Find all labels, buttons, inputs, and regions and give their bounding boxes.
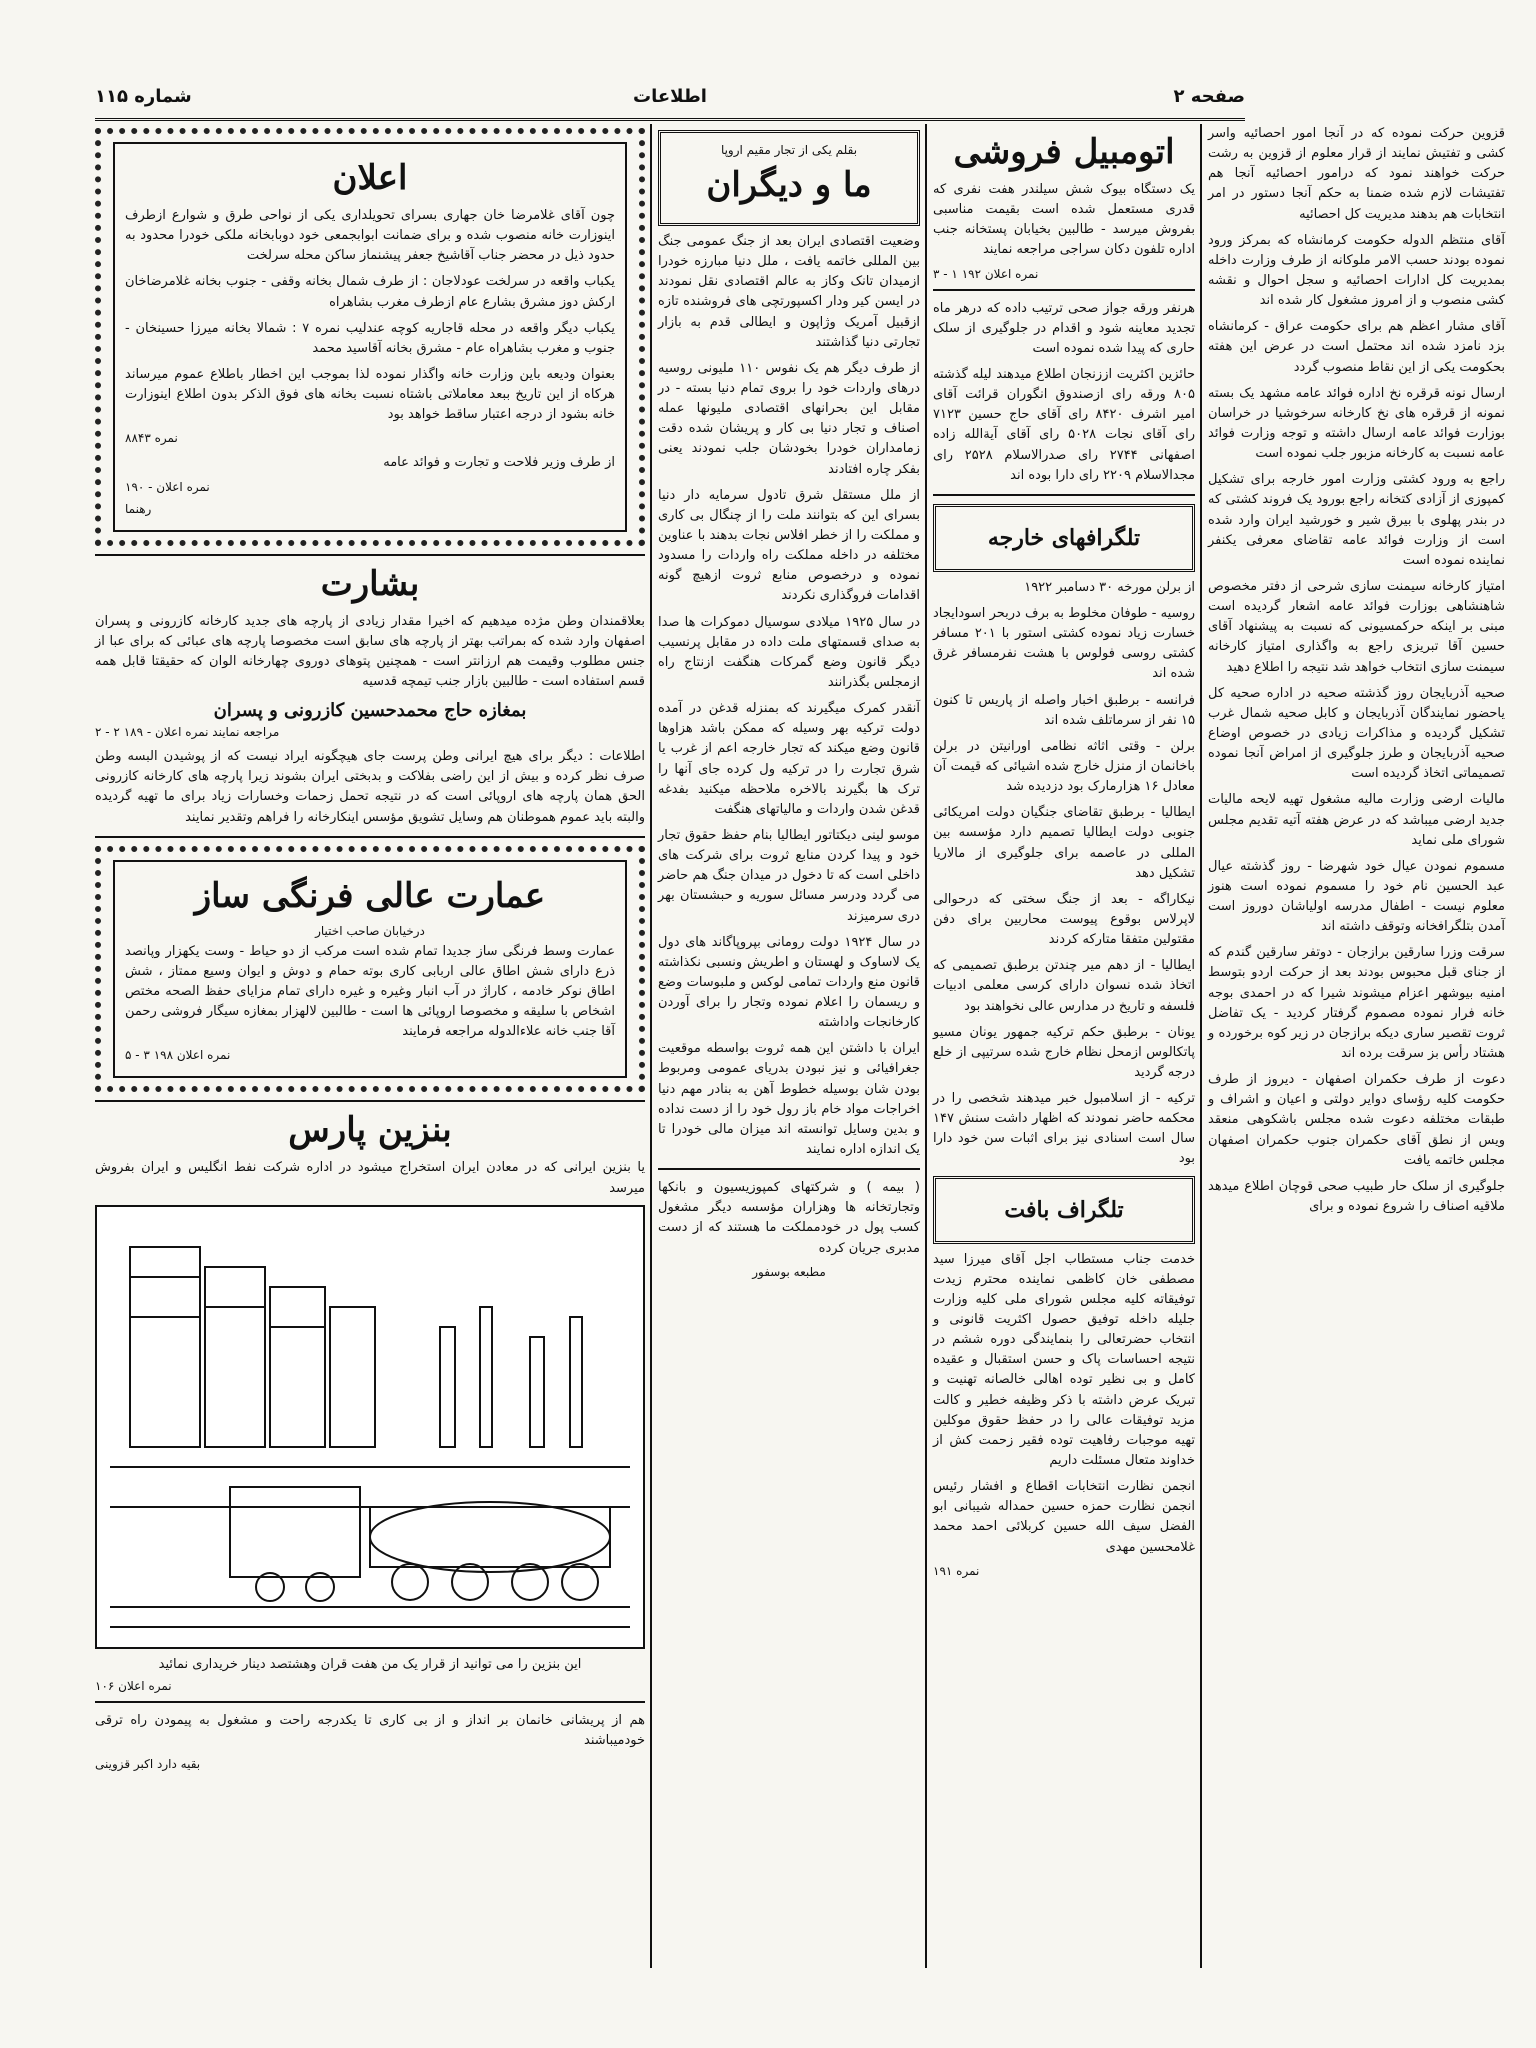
news-paragraph: مسموم نمودن عیال خود شهرضا - روز گذشته عیال عبد الحسین نام خود را مسموم نموده است هنوز معلوم نیست - اطفال مدرسه اولیاشان دوروز است آمدن بتلگرافخانه وتوقف داشته اند bbox=[1208, 858, 1505, 935]
bisharat-reference: مراجعه نمایند نمره اعلان - ۱۸۹ ۲ - ۲ bbox=[95, 725, 280, 740]
column-rule bbox=[650, 124, 652, 1968]
petrol-caption: این بنزین را می توانید از قرار یک من هفت قران وهشتصد دینار خریداری نمائید bbox=[158, 1656, 582, 1672]
news-brief bbox=[1208, 684, 1505, 785]
news-paragraph: ارسال نونه قرقره نخ اداره فوائد عامه مشهد یک بسته نمونه از قرقره های نخ کارخانه سرخوشیا در خراسان بوزارت فوائد عامه ارسال داشته و توجه وزارت فوائد عامه نسبت به کارخانه مزبور جلب نموده است bbox=[1208, 385, 1505, 462]
news-paragraph: قزوین حرکت نموده که در آنجا امور احصائیه واسر کشی و تفتیش نمایند از قرار معلوم از قزوین به رشت حرکت خواهند نمود که درامور احصائیه آنجا هم تفتیشات لازم شده ضمنا به حکم آنجا دستور در امر انتخابات هم بدهند مدیریت کل احصائیه bbox=[1208, 126, 1505, 222]
continued-signature: بقیه دارد اکبر قزوینی bbox=[95, 1757, 201, 1772]
divider bbox=[95, 1100, 645, 1102]
building-ad bbox=[95, 846, 645, 1093]
telegram-item: برلن - وقتی اثاثه نظامی اورانیتن در برلن باخانمان از منزل خارج شده اشیائی که قیمت آن معادل ۱۶ هزارمارک بود دزدیده شد bbox=[933, 738, 1195, 795]
congratulations-section bbox=[933, 1176, 1195, 1244]
news-paragraph: امتیاز کارخانه سیمنت سازی شرحی از دفتر مخصوص شاهنشاهی بوزارت فوائد عامه اشعار گردیده است مبنی بر اینکه حرکمسیونی که نسبت به پیشنهاد آقای حسین آقا تبریزی راجع به واگذاری امتیاز کارخانه سیمنت سازی انتخاب خواهد شد نتیجه را اطلاع دهید bbox=[1208, 578, 1505, 675]
article-paragraph: در سال ۱۹۲۴ دولت رومانی بپروپاگاند های دول یک لاساوک و لهستان و اطریش ونسبی نکذاشته قانون منع واردات تمامی لوکس و ملبوسات وضع و ریسمان را اعلام نموده وتجار را برای آوردن کارخانجات واداشته bbox=[658, 934, 920, 1031]
column-rule bbox=[925, 124, 927, 1968]
refinery-illustration bbox=[95, 1205, 645, 1649]
notice-paragraph: هرنفر ورقه جواز صحی ترتیب داده که درهر ماه تجدید معاینه شود و اقدام در جلوگیری از سلک حاری که پیدا شده نموده است bbox=[933, 300, 1195, 356]
divider bbox=[658, 1168, 920, 1170]
notice-paragraph: یکباب دیگر واقعه در محله قاجاریه کوچه عندلیب نمره ۷ : شمالا بخانه میرزا حسینخان - جنوب و مغرب بشاهراه عام - مشرق بخانه آقاسید محمد bbox=[125, 320, 615, 356]
news-paragraph: دعوت از طرف حکمران اصفهان - دیروز از طرف حکومت کلیه رؤسای دوایر دولتی و اعیان و اشراف و طبقات مختلفه دعوت شده مجلس باشکوهی منعقد ویس از نطق آقای حکمران جنوب حکمران اصفهان مجلس خاتمه یافت bbox=[1208, 1072, 1505, 1168]
page-label: صفحه ۲ bbox=[1173, 86, 1245, 107]
news-paragraph: مالیات ارضی وزارت مالیه مشغول تهیه لایحه مالیات جدید ارضی میباشد که در عرض هفته آتیه تقدیم مجلس شورای ملی نماید bbox=[1208, 792, 1505, 848]
petrol-body: یا بنزین ایرانی که در معادن ایران استخراج میشود در اداره شرکت نفط انگلیس و ایران بفروش میرسد bbox=[95, 1160, 645, 1196]
telegram-item: یونان - برطبق حکم ترکیه جمهور یونان مسیو پاتکالوس ازمحل نظام خارج شده سرتیپی از خلع درجه گردید bbox=[933, 1024, 1195, 1080]
notice-paragraph: بعنوان ودیعه باین وزارت خانه واگذار نموده لذا بموجب این اخطار باطلاع عموم میرساند هرکاه از این تاریخ ببعد معاملاتی باشتاه نسبت بخانه های فوق الذکر بدون اطلاع اینوزارت خانه بشود از درجه اعتبار ساقط خواهد بود bbox=[125, 366, 615, 423]
building-subtitle: درخیابان صاحب اختیار bbox=[315, 923, 425, 938]
continued-text: هم از پریشانی خانمان بر انداز و از بی کاری تا یکدرجه راحت و مشغول به پیمودن راه ترقی خودمیباشند bbox=[95, 1712, 645, 1748]
petrol-number: نمره اعلان ۱۰۶ bbox=[95, 1678, 172, 1693]
article-byline: بقلم یکی از تجار مقیم اروپا bbox=[720, 143, 858, 157]
news-brief bbox=[1208, 124, 1505, 225]
building-title: عمارت عالی فرنگی ساز bbox=[194, 875, 546, 916]
telegram-item: از برلن مورخه ۳۰ دسامبر ۱۹۲۲ bbox=[1024, 579, 1195, 595]
telegrams-section bbox=[933, 504, 1195, 572]
telegram-item: ترکیه - از اسلامبول خبر میدهند شخصی را در محکمه حاضر نمودند که اظهار داشت سنش ۱۴۷ سال است اسنادی نیز برای اثبات سن خود دارا بود bbox=[933, 1091, 1195, 1167]
congratulations-paragraph: انجمن نظارت انتخابات اقطاع و افشار رئیس انجمن نظارت حمزه حسین حمداله شیبانی ابو الفضل سیف الله حسین کربلائی احمد محمد غلامحسین مهدی bbox=[933, 1479, 1195, 1555]
congratulations-paragraph: خدمت جناب مستطاب اجل آقای میرزا سید مصطفی خان کاظمی نماینده محترم زیدت توفیقاته کلیه مجلس شورای ملی کلیه وزارت جلیله داخله توفیق حصول اکثریت قانونی و انتخاب حضرتعالی را بنمایندگی دوره ششم در نتیجه احساسات پاک و حسن استقبال و عقیده کامل و بی نظیر توده اهالی خالصانه تهنیت و تبریک عرض داشته با ذکر وظیفه خطیر و کالت مزید توفیقات عالی را در حفظ حقوق موکلین تهیه موجبات رفاهیت توده فقیر زحمت کش از خداوند متعال مسئلت داریم bbox=[933, 1251, 1195, 1469]
article-paragraph: ایران با داشتن این همه ثروت بواسطه موقعیت جغرافیائی و نیز نبودن بدریای عمومی ومربوط بودن شان بوسیله خطوط آهن به بنادر مهم دنیا اخراجات مواد خام باز رول خود را از دست نداده و بدین وسایل توانسته اند میزان مالی خودرا تا یک اندازه اداره نمایند bbox=[658, 1041, 920, 1158]
telegrams-title: تلگرافهای خارجه bbox=[987, 524, 1141, 551]
telegram-item: نیکاراگه - بعد از جنگ سختی که درحوالی لاپرلاس بوقوع پیوست محاربین برای دفن مقتولین متفقا متارکه کردند bbox=[933, 891, 1195, 948]
news-brief bbox=[1208, 943, 1505, 1064]
news-paragraph: آقای مشار اعظم هم برای حکومت عراق - کرمانشاه بزد نامزد شده اند محتمل است در عرض این هفته بحکومت یکی از این نقاط منصوب گردد bbox=[1208, 319, 1505, 375]
article-paragraph: از طرف دیگر هم یک نفوس ۱۱۰ ملیونی روسیه درهای واردات خود را بروی تمام دنیا بسته - در مقابل این بحرانهای اقتصادی ملیونها عمله اصناف و تجار دنیا بی کار و پریشان شده دقت زمامداران خودرا بخودشان جلب نمودند یعنی بفکر چاره افتادند bbox=[658, 360, 921, 477]
left-column bbox=[95, 124, 645, 1968]
right-column bbox=[1208, 124, 1505, 1968]
bisharat-paragraph: بعلاقمندان وطن مژده میدهیم که اخیرا مقدار زیادی از پارچه های جدید کارخانه کازرونی و پسران اصفهان وارد شده که بمراتب بهتر از پارچه های سابق است مخصوصا پارچه های عبائی که برای عبا از جنس مطلوب وقیمت هم ارزانتر است - همچنین پتوهای دوروی چهارخانه الوان که حقیقتا قابل همه قسم استفاده است - طالبین بازار جنب تیمچه قدسیه bbox=[95, 613, 645, 689]
issue-label: شماره ۱۱۵ bbox=[95, 86, 192, 107]
notice-ad-number: نمره اعلان - ۱۹۰ bbox=[125, 479, 210, 494]
divider bbox=[95, 1701, 645, 1703]
center-left-column bbox=[658, 124, 920, 1968]
news-brief bbox=[1208, 577, 1505, 678]
notice-paragraph: حائزین اکثریت اززنجان اطلاع میدهند لیله گذشته ۸۰۵ ورقه رای ازصندوق انگوران قرائت آقای امیر اشرف ۸۴۲۰ رای آقای حاج حسین ۷۱۲۳ رای آقای نجات ۵۰۲۸ رای آقای آیةالله زاده اصفهانی ۲۷۴۴ رای صدرالاسلام ۲۵۲۸ رای مجدالاسلام ۲۲۰۹ رای دارا بوده اند bbox=[933, 366, 1196, 483]
telegram-item: روسیه - طوفان مخلوط به برف دربحر اسودایجاد خسارت زیاد نموده کشتی استور با ۲۰۱ مسافر کشتی روسی فولوس با هشت نفرمسافر غرق شده اند bbox=[933, 605, 1195, 682]
building-number: نمره اعلان ۱۹۸ ۳ - ۵ bbox=[125, 1048, 231, 1063]
divider bbox=[933, 494, 1195, 496]
bisharat-title: بشارت bbox=[320, 563, 420, 604]
bisharat-note: اطلاعات : دیگر برای هیچ ایرانی وطن پرست جای هیچگونه ایراد نیست که از پوشیدن البسه وطن صرف نظر کرده و بیش از این راضی بفلاکت و بدبختی ایران بشوند زیرا پارچه های کارخانه کازرونی الحق همان پارچه های اروپائی است که در نتیجه تحمل زحمات وخسارات زیاد برای ما تهیه گردیده والبته باید عموم هموطنان هم وسایل تشویق مؤسس اینکارخانه را فراهم وتقدیر نمایند bbox=[95, 749, 645, 825]
article-header bbox=[658, 130, 920, 226]
article-paragraph: از ملل مستقل شرق تادول سرمایه دار دنیا بسرای این که بتوانند ملت را از چنگال بی کاری و مملکت را از خطر افلاس نجات بدهند با عناوین مختلفه در داخله مملکت راه واردات را مسدود نموده و درخصوص منابع ثروت ازهیچ گونه اقدامات فروگذاری نکردند bbox=[658, 487, 920, 604]
bisharat-ad bbox=[95, 564, 645, 828]
news-paragraph: جلوگیری از سلک حار طبیب صحی قوچان اطلاع میدهد ملاقیه اصناف را شروع نموده و برای bbox=[1208, 1178, 1505, 1215]
notice-number: نمره ۸۸۴۳ bbox=[125, 431, 178, 446]
notice-signature: از طرف وزیر فلاحت و تجارت و فوائد عامه bbox=[383, 455, 615, 471]
news-brief bbox=[1208, 470, 1505, 571]
news-brief bbox=[1208, 790, 1505, 850]
article-title: ما و دیگران bbox=[706, 165, 872, 205]
divider bbox=[933, 289, 1195, 291]
news-brief bbox=[1208, 857, 1505, 938]
news-paragraph: سرقت وزرا سارقین برازجان - دوتفر سارقین گندم که از جنای قبل محبوس بودند بعد از حرکت اردو بتوسط امنیه بیوشهر اعزام میشوند شیرا که در احمدی بوجه خانه فرار نموده مصموم گرفتار کردید - یک تفاضل ثروت تقصیر ساری دیکه برازجان در زیر کوه برخورده و هشتاد رأس بز سرقت برده اند bbox=[1208, 945, 1505, 1062]
masthead bbox=[95, 86, 1245, 121]
news-brief bbox=[1208, 384, 1505, 465]
news-brief bbox=[1208, 317, 1505, 377]
petrol-title: بنزین پارس bbox=[288, 1110, 452, 1151]
article-paragraph: ( بیمه ) و شرکتهای کمپوزیسیون و بانکها وتجارتخانه ها وهزاران مؤسسه دیگر مشغول کسب پول در خودمملکت ما هستند که از دست مدبری جریان کرده bbox=[658, 1180, 920, 1256]
article-paragraph: موسو لینی دیکتاتور ایطالیا بنام حفظ حقوق تجار خود و پیدا کردن منابع ثروت برای شرکت های داخلی است که تا دخول در میدان جنگ هم حاضر می گردد ودرسر مسائل سوریه و حبشستان بهر دری سرمیزند bbox=[658, 827, 920, 924]
notice-paragraph: یکباب واقعه در سرلخت عودلاجان : از طرف شمال بخانه وقفی - جنوب بخانه غلامرضاخان ارکش دوز مشرق بشارع عام ازطرف مغرب بشاهراه bbox=[125, 274, 615, 310]
telegram-item: فرانسه - برطبق اخبار واصله از پاریس تا کنون ۱۵ نفر از سرماتلف شده اند bbox=[933, 692, 1195, 728]
notice-paragraph: چون آقای غلامرضا خان جهاری بسرای تحویلداری یکی از نواحی طرق و شوارع ازطرف اینوزارت خانه منصوب شده و برای ضمانت ابوابجمعی خود دوبابخانه ملکی خودرا محدود به حدود ذیل در محضر جناب آقاشیخ جعفر پیشنماز ساکن محله سرلخت bbox=[125, 208, 615, 264]
building-body: عمارت وسط فرنگی ساز جدیدا تمام شده است مرکب از دو حیاط - وست یکهزار وپانصد ذرع دارای شش اطاق عالی اربابی کاری بوته حمام و دوش و ایوان وسیع ممتاز ، شش اطاق نوکر خادمه ، کاراژ در آب انبار وغیره و غیره دارای تمام مزایای حفظ الصحه مختص اشخاص با سلیقه و مخصوصا اروپائی ها است - طالبین لالهزار بمغازه سیگار فروشی رحمن آقا جنب خانه علاءالدوله مراجعه فرمایند bbox=[125, 943, 615, 1040]
news-paragraph: راجع به ورود کشتی وزارت امور خارجه برای تشکیل کمپوزی از آزادی کتخانه راجع بورود یک فروند کشتی که در بندر پهلوی با بیرق شیر و خورشید ایران وارد شده است از وزارت فوائد عامه تقاضای معرفی یکنفر نماینده نموده است bbox=[1208, 472, 1505, 568]
news-paragraph: آقای منتظم الدوله حکومت کرمانشاه که بمرکز ورود نموده بودند حسب الامر ملوکانه از طرف وزارت داخله بمدیریت کل ادارات احصائیه و سجل احوال و نقشه کشی منصوب و از امروز مشغول کار شده اند bbox=[1208, 232, 1505, 309]
notice-ad bbox=[95, 128, 645, 546]
notice-signature-name: رهنما bbox=[125, 501, 152, 516]
auto-sale-title: اتومبیل فروشی bbox=[953, 132, 1175, 172]
article-paragraph: آنقدر کمرک میگیرند که بمنزله قدغن در آمده دولت ترکیه بهر وسیله که ممکن باشد هزاوها قانون وضع میکند که تجار خارجه اعم از غرب یا شرق تجارت را در ترکیه ول کرده جای آنها را ترک ها بگیرند بالاخره ملاحظه میکنید بفدغه قدغن شدن واردات و مالیاتهای هنگفت bbox=[658, 701, 920, 817]
bisharat-store: بمغازه حاج محمدحسین کازرونی و پسران bbox=[213, 700, 527, 722]
telegram-item: ایطالیا - برطبق تقاضای جنگیان دولت امریکائی جنوبی دولت ایطالیا تصمیم دارد مؤسسه بین المللی در عاصمه برای جلوگیری از مالاریا تشکیل دهد bbox=[933, 805, 1195, 881]
auto-sale-body: یک دستگاه بیوک شش سیلندر هفت نفری که قدری مستعمل شده است بقیمت مناسبی بفروش میرسد - طالبین بخیابان پستخانه جنب اداره تلفون دکان سراجی مراجعه نمایند bbox=[933, 182, 1195, 258]
auto-sale-number: نمره اعلان ۱۹۲ ۱ - ۳ bbox=[933, 266, 1039, 281]
newspaper-title: اطلاعات bbox=[633, 86, 707, 107]
column-rule bbox=[1200, 124, 1202, 1968]
divider bbox=[95, 554, 645, 556]
divider bbox=[95, 836, 645, 838]
notice-title: اعلان bbox=[332, 158, 408, 198]
article-paragraph: وضعیت اقتصادی ایران بعد از جنگ عمومی جنگ بین المللی خاتمه یافت ، ملل دنیا مبارزه خودرا ازمیدان تانک وکاز به عالم اقتصادی نقل نمودند در ایسن کیر ودار اکسپورتچی های فروشنده تازه ازقبیل آمریک وژاپون و ایطالی قدم به بازار تجارتی دنیا گذاشتند bbox=[658, 234, 920, 350]
congratulations-number: نمره ۱۹۱ bbox=[933, 1563, 980, 1578]
news-paragraph: صحیه آذربایجان روز گذشته صحیه در اداره صحیه کل یاحضور نمایندگان آذربایجان و کابل صحیه شمال غرب تشکیل گردیده و مذاکرات زیادی در خصوص اوضاع صحیه آذربایجان و طرز جلوگیری از امراض آنجا نموده تصمیماتی اتخاذ گردیده است bbox=[1208, 685, 1505, 782]
petrol-ad bbox=[95, 1110, 645, 1692]
refinery-drawing bbox=[97, 1207, 643, 1647]
article-paragraph: در سال ۱۹۲۵ میلادی سوسیال دموکرات ها صدا به صدای قسمتهای ملت داده در مقابل پرنسیب دیگر قانون وضع گمرکات هنگفت ازنتاج راه ازمجلس بگذرانند bbox=[658, 614, 920, 690]
printer-credit: مطبعه بوسفور bbox=[752, 1264, 826, 1279]
news-brief bbox=[1208, 231, 1505, 312]
congratulations-title: تلگراف بافت bbox=[1004, 1196, 1124, 1223]
telegram-item: ایطالیا - از دهم میر چندتن برطبق تصمیمی که اتخاذ شده نسوان دارای کرسی معلمی ادبیات فلسفه و تاریخ در مدارس عالی نخواهند بود bbox=[933, 958, 1195, 1014]
center-right-column bbox=[933, 124, 1195, 1968]
news-brief bbox=[1208, 1177, 1505, 1217]
news-brief bbox=[1208, 1070, 1505, 1171]
auto-sale-ad bbox=[933, 132, 1195, 281]
